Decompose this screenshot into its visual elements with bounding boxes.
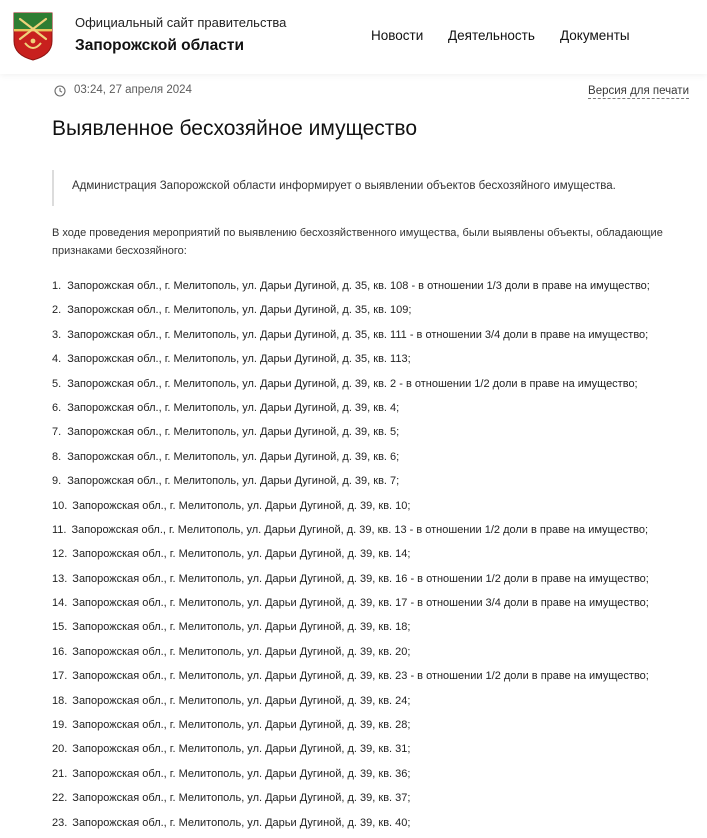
list-item-number: 8. (52, 450, 62, 463)
nav-news-link[interactable]: Новости (371, 28, 424, 43)
publish-date: 03:24, 27 апреля 2024 (74, 84, 192, 96)
list-item-number: 1. (52, 280, 62, 292)
list-item-text: Запорожская обл., г. Мелитополь, ул. Дарьи Дугиной, д. 39, кв. 2 - в отношении 1/2 доли в праве на имущество; (67, 377, 638, 390)
clock-icon (54, 85, 66, 97)
list-item-text: Запорожская обл., г. Мелитополь, ул. Дарьи Дугиной, д. 39, кв. 40; (72, 816, 411, 829)
list-item (52, 667, 650, 691)
page-title: Выявленное бесхозяйное имущество (52, 117, 418, 140)
list-item-text: Запорожская обл., г. Мелитополь, ул. Дарьи Дугиной, д. 39, кв. 20; (72, 645, 411, 658)
article-meta (52, 84, 689, 100)
list-item-text: Запорожская обл., г. Мелитополь, ул. Дарьи Дугиной, д. 39, кв. 17 - в отношении 3/4 доли в праве на имущество; (72, 597, 649, 610)
list-item-number: 11. (52, 523, 67, 536)
intro-paragraph: В ходе проведения мероприятий по выявлению бесхозяйственного имущества, были выявлены объекты, обладающие признаками бесхозяйного: (52, 227, 663, 257)
list-item (52, 497, 650, 521)
list-item (52, 740, 650, 764)
list-item (52, 789, 650, 813)
coat-of-arms-icon[interactable] (11, 11, 55, 61)
list-item-number: 21. (52, 767, 68, 780)
list-item-number: 12. (52, 548, 68, 561)
list-item-text: Запорожская обл., г. Мелитополь, ул. Дарьи Дугиной, д. 39, кв. 13 - в отношении 1/2 доли в праве на имущество; (71, 523, 649, 536)
list-item-text: Запорожская обл., г. Мелитополь, ул. Дарьи Дугиной, д. 39, кв. 18; (72, 621, 411, 634)
list-item-text: Запорожская обл., г. Мелитополь, ул. Дарьи Дугиной, д. 39, кв. 7; (67, 475, 400, 488)
list-item (52, 277, 650, 301)
list-item-number: 17. (52, 670, 68, 683)
list-item-number: 18. (52, 694, 68, 707)
lead-quote (52, 170, 694, 206)
list-item (52, 350, 650, 374)
list-item (52, 643, 650, 667)
list-item-text: Запорожская обл., г. Мелитополь, ул. Дарьи Дугиной, д. 35, кв. 108 - в отношении 1/3 доли в праве на имущество; (67, 280, 650, 292)
list-item-text: Запорожская обл., г. Мелитополь, ул. Дарьи Дугиной, д. 39, кв. 37; (72, 792, 411, 805)
list-item-text: Запорожская обл., г. Мелитополь, ул. Дарьи Дугиной, д. 35, кв. 111 - в отношении 3/4 доли в праве на имущество; (67, 328, 649, 341)
list-item-number: 23. (52, 816, 68, 829)
list-item-number: 7. (52, 426, 62, 439)
lead-quote-text: Администрация Запорожской области информирует о выявлении объектов бесхозяйного имущества. (72, 180, 616, 192)
list-item (52, 301, 650, 325)
list-item-number: 6. (52, 401, 62, 414)
property-list (52, 277, 650, 838)
list-item-text: Запорожская обл., г. Мелитополь, ул. Дарьи Дугиной, д. 35, кв. 113; (67, 353, 411, 366)
list-item (52, 448, 650, 472)
list-item-number: 10. (52, 499, 68, 512)
list-item (52, 814, 650, 838)
list-item-number: 19. (52, 719, 68, 732)
print-version-link[interactable]: Версия для печати (588, 85, 689, 97)
list-item-number: 5. (52, 377, 62, 390)
list-item-text: Запорожская обл., г. Мелитополь, ул. Дарьи Дугиной, д. 39, кв. 16 - в отношении 1/2 доли в праве на имущество; (72, 572, 649, 585)
site-header (0, 0, 707, 74)
list-item (52, 375, 650, 399)
list-item-number: 9. (52, 475, 62, 488)
nav-activity-link[interactable]: Деятельность (448, 28, 535, 43)
list-item-text: Запорожская обл., г. Мелитополь, ул. Дарьи Дугиной, д. 39, кв. 4; (67, 401, 400, 414)
list-item (52, 570, 650, 594)
list-item-text: Запорожская обл., г. Мелитополь, ул. Дарьи Дугиной, д. 39, кв. 5; (67, 426, 400, 439)
site-caption: Официальный сайт правительства (75, 15, 287, 30)
list-item (52, 594, 650, 618)
list-item-number: 3. (52, 328, 62, 341)
nav-documents-link[interactable]: Документы (560, 28, 630, 43)
list-item (52, 545, 650, 569)
list-item-number: 14. (52, 597, 68, 610)
list-item-text: Запорожская обл., г. Мелитополь, ул. Дарьи Дугиной, д. 35, кв. 109; (67, 304, 412, 317)
list-item-text: Запорожская обл., г. Мелитополь, ул. Дарьи Дугиной, д. 39, кв. 36; (72, 767, 411, 780)
list-item (52, 399, 650, 423)
list-item-number: 15. (52, 621, 68, 634)
list-item-text: Запорожская обл., г. Мелитополь, ул. Дарьи Дугиной, д. 39, кв. 6; (67, 450, 400, 463)
list-item (52, 692, 650, 716)
list-item-text: Запорожская обл., г. Мелитополь, ул. Дарьи Дугиной, д. 39, кв. 10; (72, 499, 411, 512)
list-item-text: Запорожская обл., г. Мелитополь, ул. Дарьи Дугиной, д. 39, кв. 23 - в отношении 1/2 доли в праве на имущество; (72, 670, 649, 683)
list-item-number: 2. (52, 304, 62, 317)
list-item (52, 618, 650, 642)
list-item (52, 423, 650, 447)
list-item-text: Запорожская обл., г. Мелитополь, ул. Дарьи Дугиной, д. 39, кв. 31; (72, 743, 411, 756)
list-item-number: 22. (52, 792, 68, 805)
list-item-number: 16. (52, 645, 68, 658)
list-item (52, 521, 650, 545)
list-item-number: 13. (52, 572, 68, 585)
list-item-number: 20. (52, 743, 68, 756)
list-item (52, 716, 650, 740)
list-item-number: 4. (52, 353, 62, 366)
list-item (52, 765, 650, 789)
list-item (52, 472, 650, 496)
list-item-text: Запорожская обл., г. Мелитополь, ул. Дарьи Дугиной, д. 39, кв. 28; (72, 719, 411, 732)
list-item-text: Запорожская обл., г. Мелитополь, ул. Дарьи Дугиной, д. 39, кв. 14; (72, 548, 411, 561)
list-item-text: Запорожская обл., г. Мелитополь, ул. Дарьи Дугиной, д. 39, кв. 24; (72, 694, 411, 707)
site-name[interactable]: Запорожской области (75, 37, 245, 54)
list-item (52, 326, 650, 350)
